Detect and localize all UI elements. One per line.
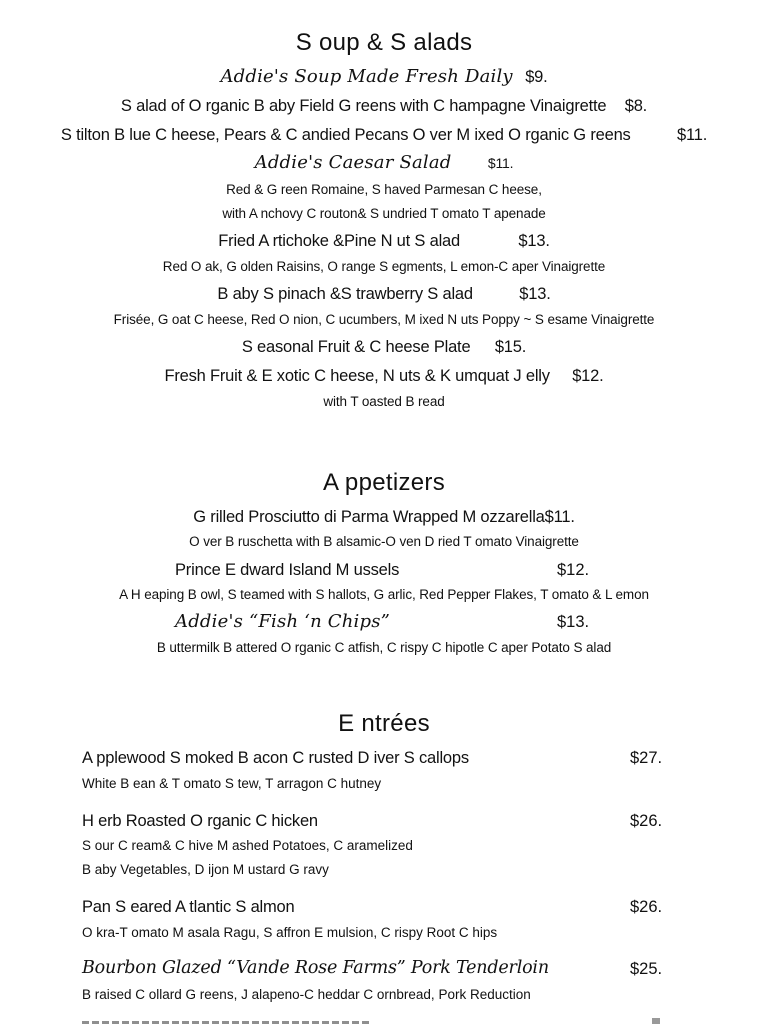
item-description: Red O ak, G olden Raisins, O range S egments, L emon-C aper Vinaigrette <box>162 259 606 274</box>
menu-item-fruit-cheese <box>0 338 768 357</box>
item-price: $12. <box>557 561 590 579</box>
item-name: Addie's Caesar Salad <box>254 152 452 173</box>
item-price: $11. <box>544 508 575 526</box>
item-price: $9. <box>525 68 548 86</box>
menu-item-kumquat <box>0 367 768 386</box>
item-description: Frisée, G oat C heese, Red O nion, C ucumbers, M ixed N uts Poppy ~ S esame Vinaigrette <box>113 312 655 327</box>
item-description: O ver B ruschetta with B alsamic-O ven D ried T omato Vinaigrette <box>189 534 579 549</box>
menu-item-spinach <box>0 285 768 304</box>
menu-item-scallops: A pplewood S moked B acon C rusted D iver S callops <box>82 749 469 767</box>
item-price: $27. <box>630 749 663 767</box>
item-description: O kra-T omato M asala Ragu, S affron E mulsion, C rispy Root C hips <box>82 925 498 940</box>
section-title-soups-salads: S oup & S alads <box>295 29 473 56</box>
item-price: $11. <box>677 126 708 144</box>
item-price: $15. <box>494 338 527 356</box>
item-price: $13. <box>519 285 551 303</box>
item-description: Red & G reen Romaine, S haved Parmesan C heese, <box>226 182 542 197</box>
menu-item-pork-tenderloin: Bourbon Glazed “Vande Rose Farms” Pork Tenderloin <box>82 958 549 978</box>
item-name: B aby S pinach &S trawberry S alad <box>217 285 473 303</box>
cut-off-line <box>82 1018 372 1024</box>
item-price: $8. <box>624 97 648 115</box>
item-description: B aby Vegetables, D ijon M ustard G ravy <box>82 862 329 877</box>
section-title-entrees: E ntrées <box>338 710 430 737</box>
item-name: Fried A rtichoke &Pine N ut S alad <box>218 232 461 250</box>
item-price: $13. <box>518 232 550 250</box>
menu-item-artichoke <box>0 232 768 251</box>
item-description: White B ean & T omato S tew, T arragon C hutney <box>82 776 382 791</box>
cut-off-price-fragment <box>652 1018 660 1024</box>
menu-item-chicken: H erb Roasted O rganic C hicken <box>82 812 318 830</box>
menu-item-stilton <box>0 126 768 145</box>
item-name: Fresh Fruit & E xotic C heese, N uts & K umquat J elly <box>164 367 550 385</box>
item-name: S alad of O rganic B aby Field G reens with C hampagne Vinaigrette <box>120 97 607 115</box>
item-name: Addie's Soup Made Fresh Daily <box>220 66 513 87</box>
item-description: with A nchovy C routon& S undried T omato T apenade <box>222 206 546 221</box>
menu-item-fish-chips: Addie's “Fish ‘n Chips” <box>175 611 391 632</box>
menu-item-mussels: Prince E dward Island M ussels <box>175 561 400 579</box>
item-description: B raised C ollard G reens, J alapeno-C heddar C ornbread, Pork Reduction <box>82 987 531 1002</box>
item-description: with T oasted B read <box>323 394 445 409</box>
item-price: $13. <box>557 613 590 631</box>
item-description: B uttermilk B attered O rganic C atfish, C rispy C hipotle C aper Potato S alad <box>156 640 612 655</box>
item-description: S our C ream& C hive M ashed Potatoes, C aramelized <box>82 838 413 853</box>
item-price: $25. <box>630 960 663 978</box>
item-price: $12. <box>572 367 604 385</box>
section-title-appetizers: A ppetizers <box>322 469 446 496</box>
item-price: $26. <box>630 898 663 916</box>
menu-item-field-greens <box>0 97 768 116</box>
menu-item-soup-of-day <box>0 66 768 87</box>
item-name: S easonal Fruit & C heese Plate <box>241 338 471 356</box>
menu-item-salmon: Pan S eared A tlantic S almon <box>82 898 295 916</box>
item-name: G rilled Prosciutto di Parma Wrapped M ozzarella <box>193 508 545 526</box>
item-description: A H eaping B owl, S teamed with S hallots, G arlic, Red Pepper Flakes, T omato & L emon <box>119 587 649 602</box>
item-name: S tilton B lue C heese, Pears & C andied Pecans O ver M ixed O rganic G reens <box>60 126 631 144</box>
item-price: $26. <box>630 812 663 830</box>
menu-item-caesar <box>0 152 768 173</box>
menu-item-prosciutto <box>0 508 768 527</box>
item-price: $11. <box>487 155 514 171</box>
